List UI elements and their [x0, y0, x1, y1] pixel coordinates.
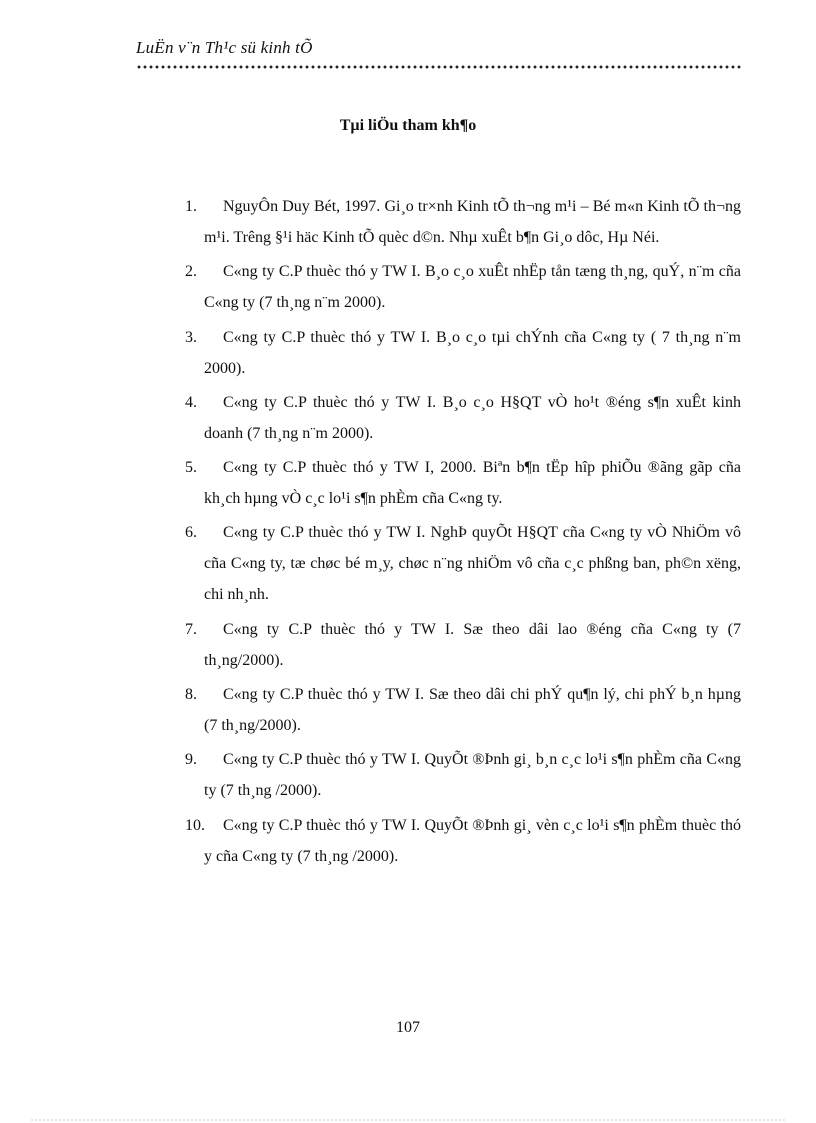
reference-number: 4. [185, 393, 197, 411]
reference-number: 9. [185, 751, 197, 769]
reference-number: 2. [185, 263, 197, 281]
reference-text: C«ng ty C.P thuèc thó y TW I. QuyÕt ®Þnh gi¸ vèn c¸c lo¹i s¶n phÈm thuèc thó y cña C«ng ty (7 th¸ng /2000). [204, 816, 741, 865]
reference-item [185, 452, 741, 514]
reference-text: C«ng ty C.P thuèc thó y TW I. NghÞ quyÕt H§QT cña C«ng ty vÒ NhiÖm vô cña C«ng ty, tæ chøc bé m¸y, chøc n¨ng nhiÖm vô cña c¸c phßng ban, ph©n xëng, chi nh¸nh. [204, 524, 741, 604]
reference-item [185, 810, 741, 872]
reference-number: 3. [185, 328, 197, 346]
reference-item [185, 614, 741, 676]
reference-number: 6. [185, 524, 197, 542]
reference-text: C«ng ty C.P thuèc thó y TW I. B¸o c¸o H§QT vÒ ho¹t ®éng s¶n xuÊt kinh doanh (7 th¸ng n¨m 2000). [204, 393, 741, 442]
reference-text: C«ng ty C.P thuèc thó y TW I. B¸o c¸o tµi chÝnh cña C«ng ty ( 7 th¸ng n¨m 2000). [204, 328, 741, 377]
reference-text: C«ng ty C.P thuèc thó y TW I. B¸o c¸o xuÊt nhËp tån tæng th¸ng, quÝ, n¨m cña C«ng ty (7 th¸ng n¨m 2000). [204, 263, 741, 312]
reference-item [185, 744, 741, 806]
reference-number: 7. [185, 620, 197, 638]
reference-list [185, 191, 741, 875]
reference-item [185, 517, 741, 610]
reference-item [185, 679, 741, 741]
footer-dotted-rule [30, 1119, 786, 1121]
reference-item [185, 322, 741, 384]
reference-text: C«ng ty C.P thuèc thó y TW I. Sæ theo dâi chi phÝ qu¶n lý, chi phÝ b¸n hµng (7 th¸ng/2000). [204, 686, 741, 735]
reference-text: C«ng ty C.P thuèc thó y TW I, 2000. Biªn b¶n tËp hîp phiÕu ®ãng gãp cña kh¸ch hµng vÒ c¸c lo¹i s¶n phÈm cña C«ng ty. [204, 459, 741, 508]
running-header: LuËn v¨n Th¹c sü kinh tÕ [136, 38, 313, 57]
reference-item [185, 387, 741, 449]
page-title: Tµi liÖu tham kh¶o [339, 117, 477, 134]
reference-number: 8. [185, 686, 197, 704]
reference-text: C«ng ty C.P thuèc thó y TW I. Sæ theo dâi lao ®éng cña C«ng ty (7 th¸ng/2000). [204, 620, 741, 669]
reference-text: C«ng ty C.P thuèc thó y TW I. QuyÕt ®Þnh gi¸ b¸n c¸c lo¹i s¶n phÈm cña C«ng ty (7 th¸ng /2000). [204, 751, 741, 800]
reference-text: NguyÔn Duy Bét, 1997. Gi¸o tr×nh Kinh tÕ th¬ng m¹i – Bé m«n Kinh tÕ th¬ng m¹i. Trêng §¹i häc Kinh tÕ quèc d©n. Nhµ xuÊt b¶n Gi¸o dôc, Hµ Néi. [204, 198, 741, 246]
reference-number: 10. [185, 816, 205, 834]
header-dotted-rule [136, 64, 742, 70]
reference-number: 5. [185, 459, 197, 477]
reference-item [185, 256, 741, 318]
reference-number: 1. [185, 198, 197, 215]
reference-item [185, 191, 741, 253]
page-number: 107 [396, 1019, 420, 1036]
